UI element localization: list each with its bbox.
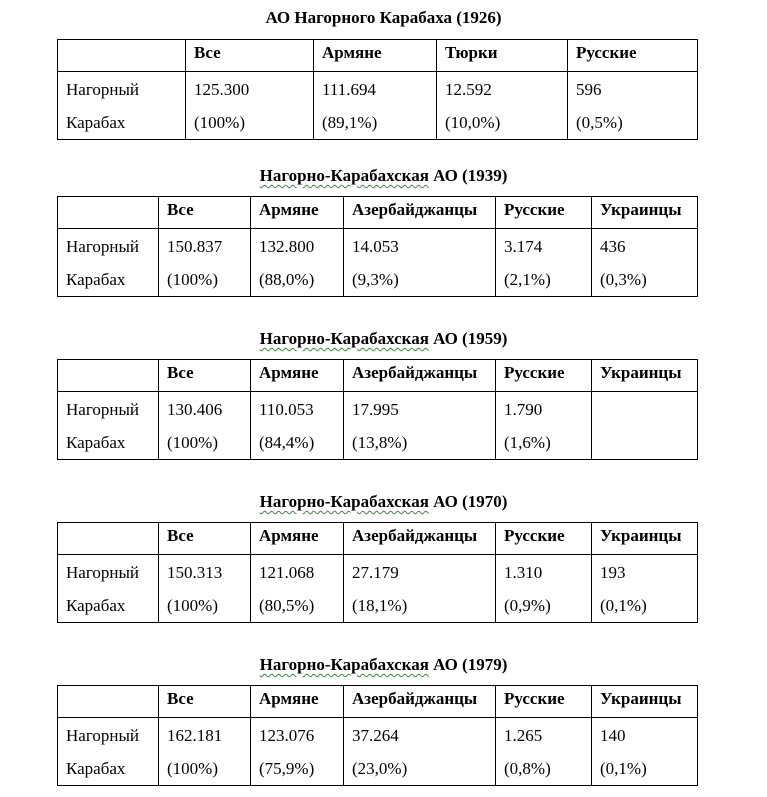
table-cell [496,229,592,297]
table-cell [496,392,592,460]
cell-percent: (88,0%) [259,270,315,289]
table-cell [344,718,496,786]
table-header-row [58,197,698,229]
table-cell [251,229,344,297]
header-cell: Азербайджанцы [344,523,496,555]
cell-percent: (75,9%) [259,759,315,778]
header-cell: Армяне [251,360,344,392]
cell-count: 110.053 [259,400,314,419]
table-header-row [58,686,698,718]
row-label-line: Нагорный [66,726,139,745]
table-row [58,392,698,460]
cell-percent: (0,1%) [600,596,647,615]
header-cell: Армяне [251,523,344,555]
cell-percent: (10,0%) [445,113,501,132]
cell-percent: (0,5%) [576,113,623,132]
header-cell [58,686,159,718]
cell-count: 193 [600,563,626,582]
table-cell [344,229,496,297]
table-cell [186,72,314,140]
table-row [58,555,698,623]
table-cell [344,555,496,623]
cell-count: 37.264 [352,726,399,745]
table-cell [159,718,251,786]
header-cell: Армяне [251,197,344,229]
cell-count: 111.694 [322,80,376,99]
cell-percent: (1,6%) [504,433,551,452]
table-cell [437,72,568,140]
cell-percent: (0,9%) [504,596,551,615]
header-cell: Все [186,40,314,72]
header-cell [58,523,159,555]
row-label-line: Карабах [66,113,126,132]
table-cell [159,229,251,297]
cell-count: 162.181 [167,726,223,745]
title-suffix: АО (1970) [428,492,508,511]
cell-count: 150.313 [167,563,223,582]
row-label-line: Карабах [66,433,126,452]
header-cell: Украинцы [592,360,698,392]
title-prefix: Нагорно-Карабахская [259,166,429,185]
table-cell [568,72,698,140]
cell-count: 12.592 [445,80,492,99]
cell-percent: (0,3%) [600,270,647,289]
row-label [58,392,159,460]
cell-count: 123.076 [259,726,315,745]
table-cell [159,555,251,623]
table-row [58,72,698,140]
header-cell: Русские [568,40,698,72]
cell-count: 3.174 [504,237,543,256]
header-cell: Все [159,360,251,392]
table-header-row [58,360,698,392]
header-cell: Русские [496,360,592,392]
header-cell: Азербайджанцы [344,686,496,718]
table-cell [251,718,344,786]
cell-count: 1.310 [504,563,543,582]
row-label [58,229,159,297]
table-title-1979 [0,655,767,675]
title-suffix: АО (1939) [428,166,508,185]
title-prefix: Нагорно-Карабахская [259,655,429,674]
table-title-1970 [0,492,767,512]
table-cell [159,392,251,460]
cell-percent: (89,1%) [322,113,378,132]
cell-count: 121.068 [259,563,315,582]
table-header-row [58,40,698,72]
table-header-row [58,523,698,555]
cell-count: 1.790 [504,400,543,419]
cell-percent: (23,0%) [352,759,408,778]
cell-count: 596 [576,80,602,99]
table-cell [496,555,592,623]
cell-percent: (2,1%) [504,270,551,289]
table-cell [251,392,344,460]
table-cell [314,72,437,140]
header-cell: Русские [496,523,592,555]
row-label-line: Карабах [66,759,126,778]
header-cell: Все [159,197,251,229]
title-prefix: Нагорно-Карабахская [259,329,429,348]
title-suffix: АО (1979) [428,655,508,674]
cell-percent: (100%) [167,759,218,778]
table-cell [344,392,496,460]
cell-percent: (9,3%) [352,270,399,289]
header-cell: Украинцы [592,197,698,229]
population-table-1979 [57,685,698,786]
cell-percent: (100%) [194,113,245,132]
population-table-1939 [57,196,698,297]
row-label-line: Нагорный [66,563,139,582]
table-row [58,229,698,297]
cell-percent: (100%) [167,596,218,615]
header-cell: Украинцы [592,523,698,555]
cell-percent: (18,1%) [352,596,408,615]
cell-count: 150.837 [167,237,223,256]
cell-count: 17.995 [352,400,399,419]
row-label [58,72,186,140]
table-cell [592,392,698,460]
table-cell [251,555,344,623]
row-label [58,555,159,623]
header-cell: Армяне [314,40,437,72]
cell-count: 140 [600,726,626,745]
header-cell: Все [159,523,251,555]
table-title-1959 [0,329,767,349]
cell-count: 125.300 [194,80,250,99]
cell-percent: (13,8%) [352,433,408,452]
cell-count: 132.800 [259,237,315,256]
row-label-line: Нагорный [66,400,139,419]
cell-count: 1.265 [504,726,543,745]
cell-count: 436 [600,237,626,256]
header-cell [58,40,186,72]
header-cell [58,360,159,392]
row-label-line: Карабах [66,270,126,289]
header-cell: Азербайджанцы [344,360,496,392]
cell-percent: (100%) [167,270,218,289]
row-label-line: Нагорный [66,80,139,99]
cell-count: 14.053 [352,237,399,256]
population-table-1970 [57,522,698,623]
table-cell [592,555,698,623]
table-cell [496,718,592,786]
cell-count: 130.406 [167,400,223,419]
table-cell [592,718,698,786]
cell-percent: (0,1%) [600,759,647,778]
header-cell: Тюрки [437,40,568,72]
cell-percent: (80,5%) [259,596,315,615]
row-label-line: Карабах [66,596,126,615]
population-table-1959 [57,359,698,460]
title-prefix: Нагорно-Карабахская [259,492,429,511]
table-title-1939 [0,166,767,186]
table-cell [592,229,698,297]
cell-count: 27.179 [352,563,399,582]
header-cell: Русские [496,197,592,229]
header-cell: Все [159,686,251,718]
cell-percent: (0,8%) [504,759,551,778]
cell-percent: (100%) [167,433,218,452]
header-cell: Русские [496,686,592,718]
header-cell: Украинцы [592,686,698,718]
title-suffix: АО (1959) [428,329,508,348]
header-cell: Азербайджанцы [344,197,496,229]
header-cell [58,197,159,229]
row-label [58,718,159,786]
population-table-1926 [57,39,698,140]
table-row [58,718,698,786]
cell-percent: (84,4%) [259,433,315,452]
header-cell: Армяне [251,686,344,718]
table-title-1926: АО Нагорного Карабаха (1926) [265,8,502,27]
row-label-line: Нагорный [66,237,139,256]
